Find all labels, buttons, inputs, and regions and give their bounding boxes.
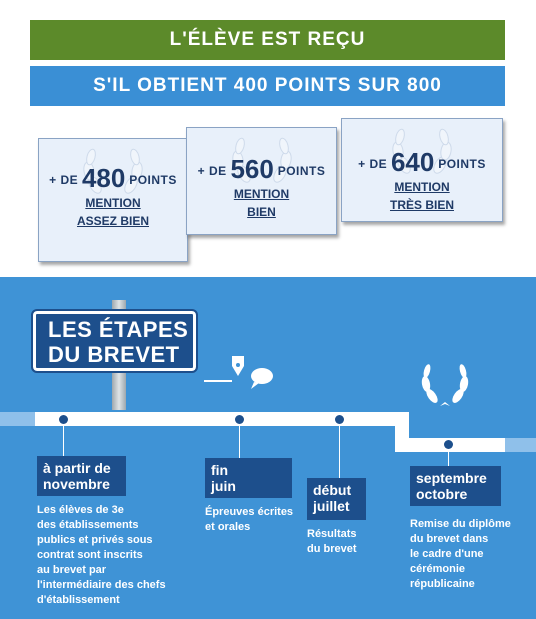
step-description-july: Résultats du brevet <box>307 528 357 555</box>
timeline-stem <box>339 426 340 478</box>
step-description-november: Les élèves de 3e des établissements publics et privés sous contrat sont inscrits au brevet par l'intermédiaire des chefs d'établissement <box>37 504 166 606</box>
step-label-june: fin juin <box>205 458 292 498</box>
points-threshold: + DE 560 POINTS <box>197 154 326 184</box>
step-label-july: début juillet <box>307 478 366 520</box>
laurel-wreath-icon <box>414 362 476 410</box>
timeline-road <box>505 438 536 452</box>
timeline-dot <box>235 415 244 424</box>
title-banner: L'ÉLÈVE EST REÇU <box>30 20 505 60</box>
mention-card-assez-bien <box>38 138 188 262</box>
pen-and-speech-bubble-icon <box>204 352 276 392</box>
sign-line-2: DU BREVET <box>48 342 180 367</box>
step-label-november: à partir de novembre <box>37 456 126 496</box>
step-label-september: septembre octobre <box>410 466 501 506</box>
mention-level: ASSEZ BIEN <box>76 214 149 228</box>
timeline-road <box>35 412 405 426</box>
mention-label: MENTION <box>233 187 290 201</box>
timeline-stem <box>63 426 64 456</box>
mention-card-bien <box>186 127 337 235</box>
timeline-dot <box>335 415 344 424</box>
step-description-june: Épreuves écrites et orales <box>205 506 294 533</box>
timeline-dot <box>59 415 68 424</box>
sign-line-1: LES ÉTAPES <box>48 317 189 342</box>
mention-level: BIEN <box>247 205 276 219</box>
timeline-stem <box>239 426 240 458</box>
mention-level: TRÈS BIEN <box>389 198 454 212</box>
timeline-stem <box>448 452 449 466</box>
timeline-sign <box>33 311 196 371</box>
points-threshold: + DE 480 POINTS <box>49 163 177 193</box>
mention-card-tres-bien <box>341 118 503 222</box>
mention-label: MENTION <box>394 180 450 194</box>
timeline-dot <box>444 440 453 449</box>
step-description-september: Remise du diplôme du brevet dans le cadre d'une cérémonie républicaine <box>410 518 511 590</box>
mention-label: MENTION <box>85 196 141 210</box>
points-threshold: + DE 640 POINTS <box>358 147 486 177</box>
subtitle-banner: S'IL OBTIENT 400 POINTS SUR 800 <box>30 66 505 106</box>
